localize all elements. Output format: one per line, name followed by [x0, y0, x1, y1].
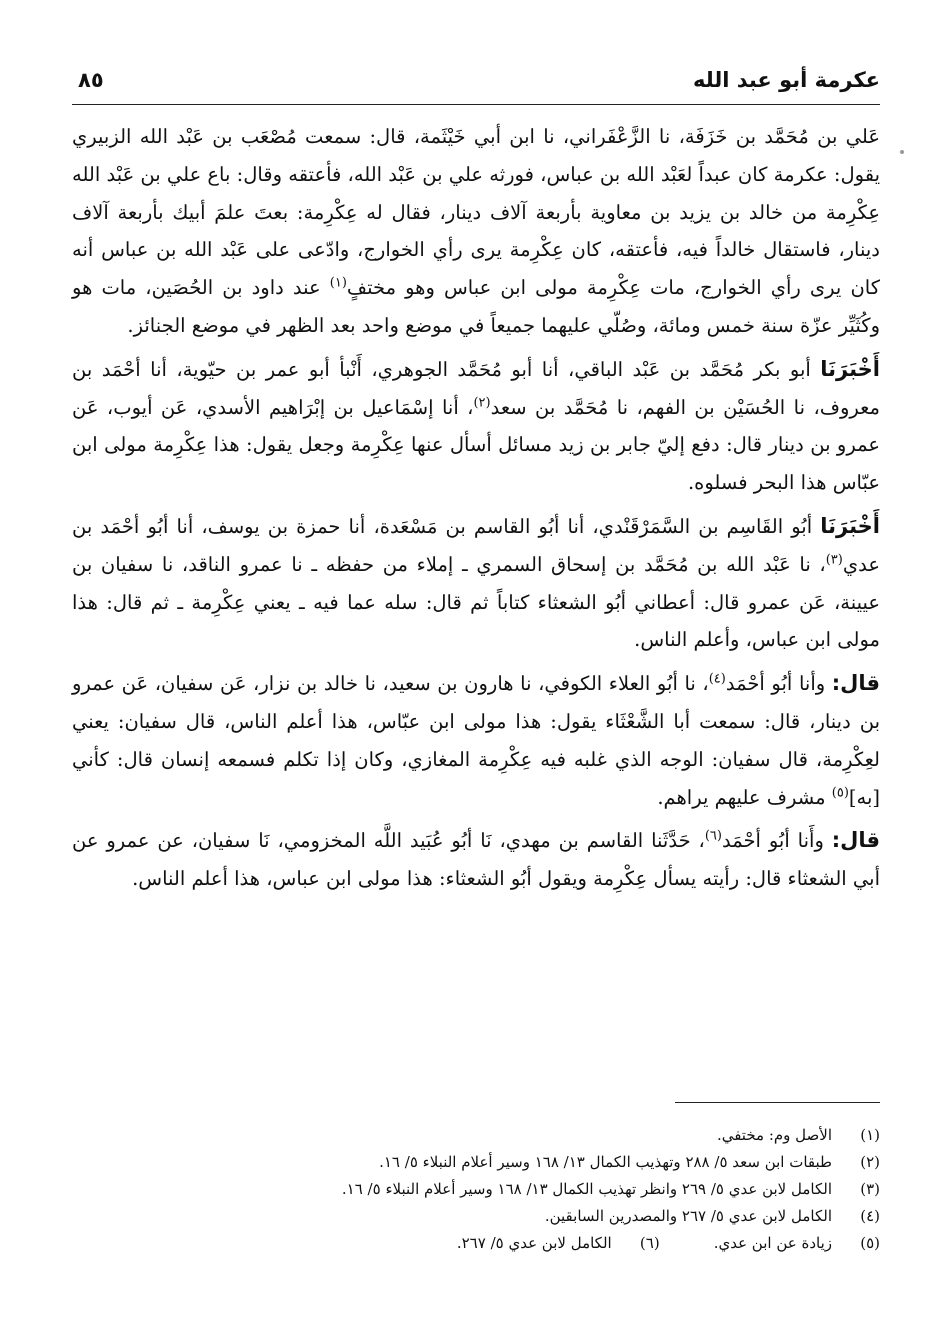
paragraph-2-text: أبو بكر مُحَمَّد بن عَبْد الباقي، أنا أبو مُحَمَّد الجوهري، أَنْبأ أبو عمر بن حيّوية، أنا أحْمَد بن معروف، نا الحُسَيْن بن الفهم، نا مُحَمَّد بن سعد [72, 357, 880, 419]
paragraph-4-lead: قال: [831, 671, 881, 696]
paragraph-2-lead: أَخْبَرَنَا [820, 356, 880, 381]
main-text [72, 118, 880, 904]
footnote-text: الكامل لابن عدي ٥/ ٢٦٩ وانظر تهذيب الكمال ١٣/ ١٦٨ وسير أعلام النبلاء ٥/ ١٦. [341, 1180, 832, 1198]
footnote-row [72, 1230, 880, 1257]
paragraph-4-text: وأنا أبُو أحْمَد [725, 672, 832, 696]
paragraph-5-text-after: ، حَدَّثَنا القاسم بن مهدي، نَا أبُو عُبَيد اللَّه المخزومي، نَا سفيان، عن عمرو عن أبي الشعثاء قال: رأيته يسأل عِكْرِمة ويقول أبُو الشعثاء: هذا مولى ابن عباس، هذا أعلم الناس. [72, 829, 880, 891]
paragraph-1-text: عَلي بن مُحَمَّد بن خَزَفَة، نا الزَّعْفَراني، نا ابن أبي خَيْثَمة، قال: سمعت مُصْعَب بن عَبْد الله الزبيري يقول: عكرمة كان عبداً لعَبْد الله بن عباس، فورثه علي بن عَبْد الله، فأعتقه وقال: باع علي بن عَبْد الله عِكْرِمة من خالد بن يزيد بن معاوية بأربعة آلاف دينار، فقال له عِكْرِمة: بعتَ علمَ أبيك بأربعة آلاف دينار، فاستقال خالداً فيه، فأعتقه، كان عِكْرِمة يرى رأي الخوارج، وادّعى على عَبْد الله بن عباس أنه كان يرى رأي الخوارج، مات عِكْرِمة مولى ابن عباس وهو مختفٍ [71, 125, 880, 300]
footnote-number: (٤) [860, 1207, 880, 1225]
page-number: ٨٥ [78, 68, 104, 92]
header-rule [72, 104, 880, 105]
footnote-4 [72, 1203, 880, 1230]
footnote-number: (١) [860, 1126, 880, 1144]
footnote-text: الأصل وم: مختفي. [716, 1126, 832, 1144]
paragraph-2 [72, 351, 880, 502]
paragraph-1-text-after: عند داود بن الحُصَين، مات هو وكُثَيِّر عزّة سنة خمس ومائة، وصُلّي عليهما جميعاً في موضع واحد بعد الظهر في موضع الجنائز. [72, 276, 880, 337]
footnote-ref-5: (٥) [831, 785, 849, 801]
footnote-text: زيادة عن ابن عدي. [713, 1234, 832, 1252]
footnote-number: (٥) [860, 1234, 880, 1252]
footnote-number: (٦) [639, 1234, 660, 1252]
paragraph-4-text-after: ، نا أبُو العلاء الكوفي، نا هارون بن سعيد، نا خالد بن نزار، عَن سفيان، عَن عمرو بن دينار، قال: سمعت أبا الشَّعْثَاء يقول: هذا مولى ابن عبّاس، هذا أعلم الناس، قال سفيان: يعني لعِكْرِمة، قال سفيان: الوجه الذي غلبه فيه عِكْرِمة المغازي، وكان إذا تكلم فسمعه إنسان قال: كأني [به] [72, 672, 880, 809]
footnote-separator [675, 1102, 880, 1103]
footnote-text: طبقات ابن سعد ٥/ ٢٨٨ وتهذيب الكمال ١٣/ ١٦٨ وسير أعلام النبلاء ٥/ ١٦. [379, 1153, 832, 1171]
footnote-ref-6: (٦) [704, 828, 722, 844]
paragraph-3-lead: أَخْبَرَنَا [820, 513, 880, 538]
footnotes [72, 1122, 880, 1257]
margin-mark [900, 150, 904, 154]
footnote-ref-4: (٤) [708, 671, 726, 687]
footnote-ref-1: (١) [329, 275, 347, 291]
paragraph-5-lead: قال: [831, 828, 881, 853]
footnote-2 [72, 1149, 880, 1176]
footnote-number: (٣) [860, 1180, 880, 1198]
paragraph-5-text: وأَنا أبُو أحْمَد [721, 829, 832, 853]
paragraph-4 [72, 665, 880, 816]
footnote-ref-2: (٢) [473, 395, 491, 411]
paragraph-5 [72, 822, 880, 898]
paragraph-3-text: أبُو القَاسِم بن السَّمَرْقَنْدي، أنا أبُو القاسم بن مَسْعَدة، أنا حمزة بن يوسف، أنا أبُو أحْمَد بن عدي [72, 514, 880, 576]
footnote-3 [72, 1176, 880, 1203]
running-title: عكرمة أبو عبد الله [693, 68, 880, 92]
footnote-1 [72, 1122, 880, 1149]
footnote-5 [714, 1230, 880, 1257]
footnote-text: الكامل لابن عدي ٥/ ٢٦٧. [456, 1234, 612, 1252]
paragraph-3-text-after: ، نا عَبْد الله بن مُحَمَّد بن إسحاق السمري ـ إملاء من حفظه ـ نا عمرو الناقد، نا سفيان بن عيينة، عَن عمرو قال: أعطاني أبُو الشعثاء كتاباً ثم قال: سله عما فيه ـ يعني عِكْرِمة ـ ثم قال: هذا مولى ابن عباس، وأعلم الناس. [72, 552, 880, 652]
paragraph-4-text-after-2: مشرف عليهم يراهم. [657, 785, 832, 809]
paragraph-2-text-after: ، أنا إسْمَاعيل بن إبْرَاهيم الأسدي، عَن أيوب، عَن عمرو بن دينار قال: دفع إليّ جابر بن زيد مسائل أسأل عنها عِكْرِمة وجعل يقول: هذا عِكْرِمة مولى ابن عبّاس هذا البحر فسلوه. [72, 395, 880, 495]
footnote-text: الكامل لابن عدي ٥/ ٢٦٧ والمصدرين السابقين. [544, 1207, 832, 1225]
paragraph-3 [72, 508, 880, 659]
page-header [72, 64, 880, 104]
footnote-6 [457, 1230, 660, 1257]
footnote-number: (٢) [860, 1153, 880, 1171]
footnote-ref-3: (٣) [825, 552, 843, 568]
paragraph-1 [72, 118, 880, 345]
